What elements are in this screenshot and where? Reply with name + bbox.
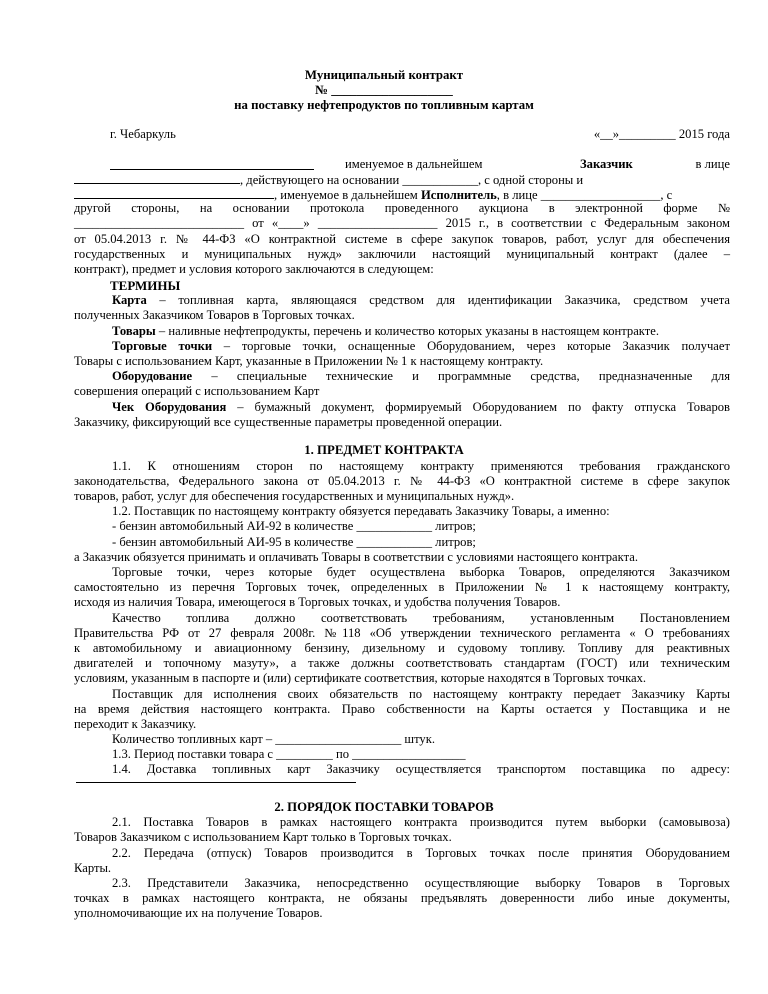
- contract-title: Муниципальный контракт: [304, 68, 464, 82]
- s1-line: на время действия настоящего контракта. Право собственности на Карты остается у Поставщика и не: [74, 702, 730, 716]
- preamble-line-8: контракт), предмет и условия которого заключаются в следующем:: [74, 262, 434, 276]
- s1-line: 1.3. Период поставки товара с _________ по __________________: [112, 747, 466, 761]
- s1-line: самостоятельно из перечня Торговых точек, определенных в Приложении № 1 к настоящему контракту,: [74, 580, 730, 594]
- s2-line: уполномочивающие их на получение Товаров.: [74, 906, 323, 920]
- s2-line: точках в рамках настоящего контракта, не обязаны предъявлять доверенности либо иные документы,: [74, 891, 730, 905]
- section-2-heading: 2. ПОРЯДОК ПОСТАВКИ ТОВАРОВ: [274, 800, 494, 814]
- s1-line: а Заказчик обязуется принимать и оплачивать Товары в соответствии с условиями настоящего контракта.: [74, 550, 638, 564]
- term-equipment-cont: совершения операций с использованием Карт: [74, 384, 320, 398]
- customer-name-blank: [110, 157, 314, 170]
- s1-line: 1.4. Доставка топливных карт Заказчику осуществляется транспортом поставщика по адресу:: [112, 762, 730, 776]
- contract-subject: на поставку нефтепродуктов по топливным картам: [234, 98, 534, 112]
- s1-line: - бензин автомобильный АИ-95 в количестве ____________ литров;: [112, 535, 476, 549]
- preamble-line-6: от 05.04.2013 г. № 44-ФЗ «О контрактной системе в сфере закупок товаров, работ, услуг для обеспечения: [74, 232, 730, 246]
- s2-line: 2.2. Передача (отпуск) Товаров производится в Торговых точках после принятия Оборудованием: [112, 846, 730, 860]
- s1-line: 1.2. Поставщик по настоящему контракту обязуется передавать Заказчику Товары, а именно:: [112, 504, 610, 518]
- contract-date: «__»_________ 2015 года: [593, 127, 730, 141]
- s1-line: переходит к Заказчику.: [74, 717, 197, 731]
- s1-line: Качество топлива должно соответствовать требованиям, установленным Постановлением: [112, 611, 730, 625]
- term-points-cont: Товары с использованием Карт, указанные в Приложении № 1 к настоящему контракту.: [74, 354, 544, 368]
- s1-line: к автомобильному и авиационному бензину, дизельному и судовому топливу. Топливу для реактивных: [74, 641, 730, 655]
- section-1-heading: 1. ПРЕДМЕТ КОНТРАКТА: [304, 443, 464, 457]
- preamble-line-3: , именуемое в дальнейшем Исполнитель, в лице ___________________, с: [74, 186, 730, 203]
- preamble-line-4: другой стороны, на основании протокола проведенного аукциона в электронной форме №: [74, 201, 730, 215]
- place-date-line: [110, 127, 730, 142]
- term-goods: Товары – наливные нефтепродукты, перечень и количество которых указаны в настоящем контракте.: [112, 324, 659, 338]
- term-check-cont: Заказчику, фиксирующий все существенные параметры проведенной операции.: [74, 415, 503, 429]
- term-points: Торговые точки – торговые точки, оснащенные Оборудованием, через которые Заказчик получает: [112, 339, 730, 353]
- term-equipment: Оборудование – специальные технические и программные средства, предназначенные для: [112, 369, 730, 383]
- s1-line: товаров, работ, услуг для обеспечения государственных и муниципальных нужд».: [74, 489, 515, 503]
- s2-line: 2.3. Представители Заказчика, непосредственно осуществляющие выборку Товаров в Торговых: [112, 876, 730, 890]
- s1-line: 1.1. К отношениям сторон по настоящему контракту применяются требования гражданского: [112, 459, 730, 473]
- term-check: Чек Оборудования – бумажный документ, формируемый Оборудованием по факту отпуска Товаров: [112, 400, 730, 414]
- s2-line: Товаров Заказчиком с использованием Карт только в Торговых точках.: [74, 830, 452, 844]
- preamble-line-7: государственных и муниципальных нужд» заключили настоящий муниципальный контракт (далее –: [74, 247, 730, 261]
- s2-line: Карты.: [74, 861, 112, 875]
- s1-line: законодательства, Федерального закона от 05.04.2013 г. № 44-ФЗ «О контрактной системе в сфере закупок: [74, 474, 730, 488]
- s2-line: 2.1. Поставка Товаров в рамках настоящего контракта производится путем выборки (самовывоза): [112, 815, 730, 829]
- city: г. Чебаркуль: [110, 127, 176, 141]
- s1-line: Количество топливных карт – ____________________ штук.: [112, 732, 435, 746]
- preamble-line-2: , действующего на основании ____________, с одной стороны и: [74, 171, 730, 188]
- term-card-cont: полученных Заказчиком Товаров в Торговых точках.: [74, 308, 355, 322]
- s1-line: Поставщик для исполнения своих обязательств по настоящему контракту передает Заказчику Карты: [112, 687, 730, 701]
- s1-line: исходя из наличия Товара, имеющегося в Торговых точках, и удобства получения Товаров.: [74, 595, 561, 609]
- preamble-line-1: именуемое в дальнейшем Заказчик в лице: [110, 157, 730, 174]
- s1-line: двигателей и топочному мазуту», а также должны соответствовать стандартам (ГОСТ) или техническим: [74, 656, 730, 670]
- contract-number: № ___________________: [315, 83, 453, 97]
- preamble-line-5: ___________________________ от «____» ___________________ 2015 г., в соответствии с Федеральным законом: [74, 216, 730, 230]
- s1-line: - бензин автомобильный АИ-92 в количестве ____________ литров;: [112, 519, 476, 533]
- address-blank-line: [76, 782, 356, 783]
- s1-line: условиям, указанным в паспорте и (или) сертификате соответствия, которые находятся в Торговых точках.: [74, 671, 647, 685]
- term-card: Карта – топливная карта, являющаяся средством для идентификации Заказчика, средством учета: [112, 293, 730, 307]
- s1-line: Правительства РФ от 27 февраля 2008г. №118 «Об утверждении технического регламента « О требованиях: [74, 626, 730, 640]
- s1-line: Торговые точки, через которые будет осуществлена выборка Товаров, определяются Заказчиком: [112, 565, 730, 579]
- terms-heading: ТЕРМИНЫ: [110, 278, 181, 293]
